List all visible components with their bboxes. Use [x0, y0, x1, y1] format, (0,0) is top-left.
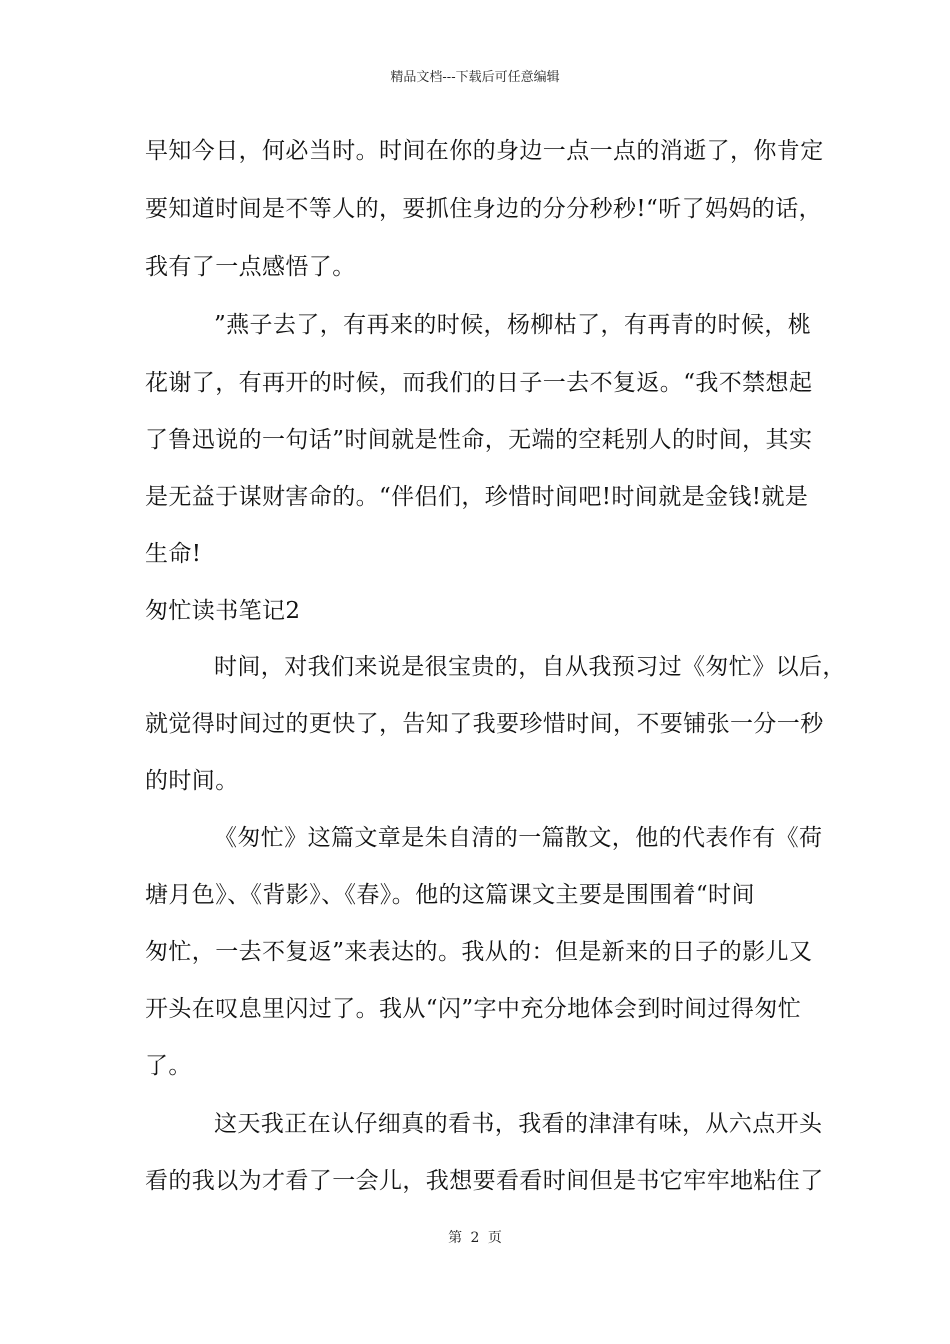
page-header: 精品文档---下载后可任意编辑 [390, 70, 560, 85]
body-line: 早知今日，何必当时。时间在你的身边一点一点的消逝了，你肯定 [145, 138, 824, 164]
body-line: ”燕子去了，有再来的时候，杨柳枯了，有再青的时候，桃 [214, 312, 812, 338]
body-line: 生命! [145, 541, 202, 567]
section-heading: 匆忙读书笔记2 [145, 598, 301, 624]
body-line: 匆忙，一去不复返”来表达的。我从的：但是新来的日子的影儿又 [145, 939, 813, 965]
body-line: 是无益于谋财害命的。“伴侣们，珍惜时间吧!时间就是金钱!就是 [145, 484, 809, 510]
body-line: 开头在叹息里闪过了。我从“闪”字中充分地体会到时间过得匆忙 [145, 996, 802, 1022]
body-line: 看的我以为才看了一会儿，我想要看看时间但是书它牢牢地粘住了 [145, 1168, 824, 1194]
body-line: 了。 [145, 1053, 192, 1079]
body-line: 花谢了，有再开的时候，而我们的日子一去不复返。“我不禁想起 [145, 370, 813, 396]
body-line: 就觉得时间过的更快了，告知了我要珍惜时间，不要铺张一分一秒 [145, 711, 824, 737]
page-prefix: 第 [448, 1230, 463, 1246]
body-line: 的时间。 [145, 768, 239, 794]
body-line: 我有了一点感悟了。 [145, 254, 356, 280]
body-line: 时间，对我们来说是很宝贵的，自从我预习过《匆忙》以后， [214, 654, 846, 680]
body-line: 这天我正在认仔细真的看书，我看的津津有味，从六点开头 [214, 1111, 823, 1137]
body-line: 《匆忙》这篇文章是朱自清的一篇散文，他的代表作有《荷 [214, 825, 823, 851]
body-line: 塘月色》、《背影》、《春》。他的这篇课文主要是围围着“时间 [145, 882, 755, 908]
page-number: 2 [470, 1230, 480, 1246]
page-footer [0, 1227, 950, 1247]
page-suffix: 页 [487, 1230, 502, 1246]
body-line: 要知道时间是不等人的，要抓住身边的分分秒秒!“听了妈妈的话， [145, 196, 823, 222]
body-line: 了鲁迅说的一句话”时间就是性命，无端的空耗别人的时间，其实 [145, 427, 813, 453]
